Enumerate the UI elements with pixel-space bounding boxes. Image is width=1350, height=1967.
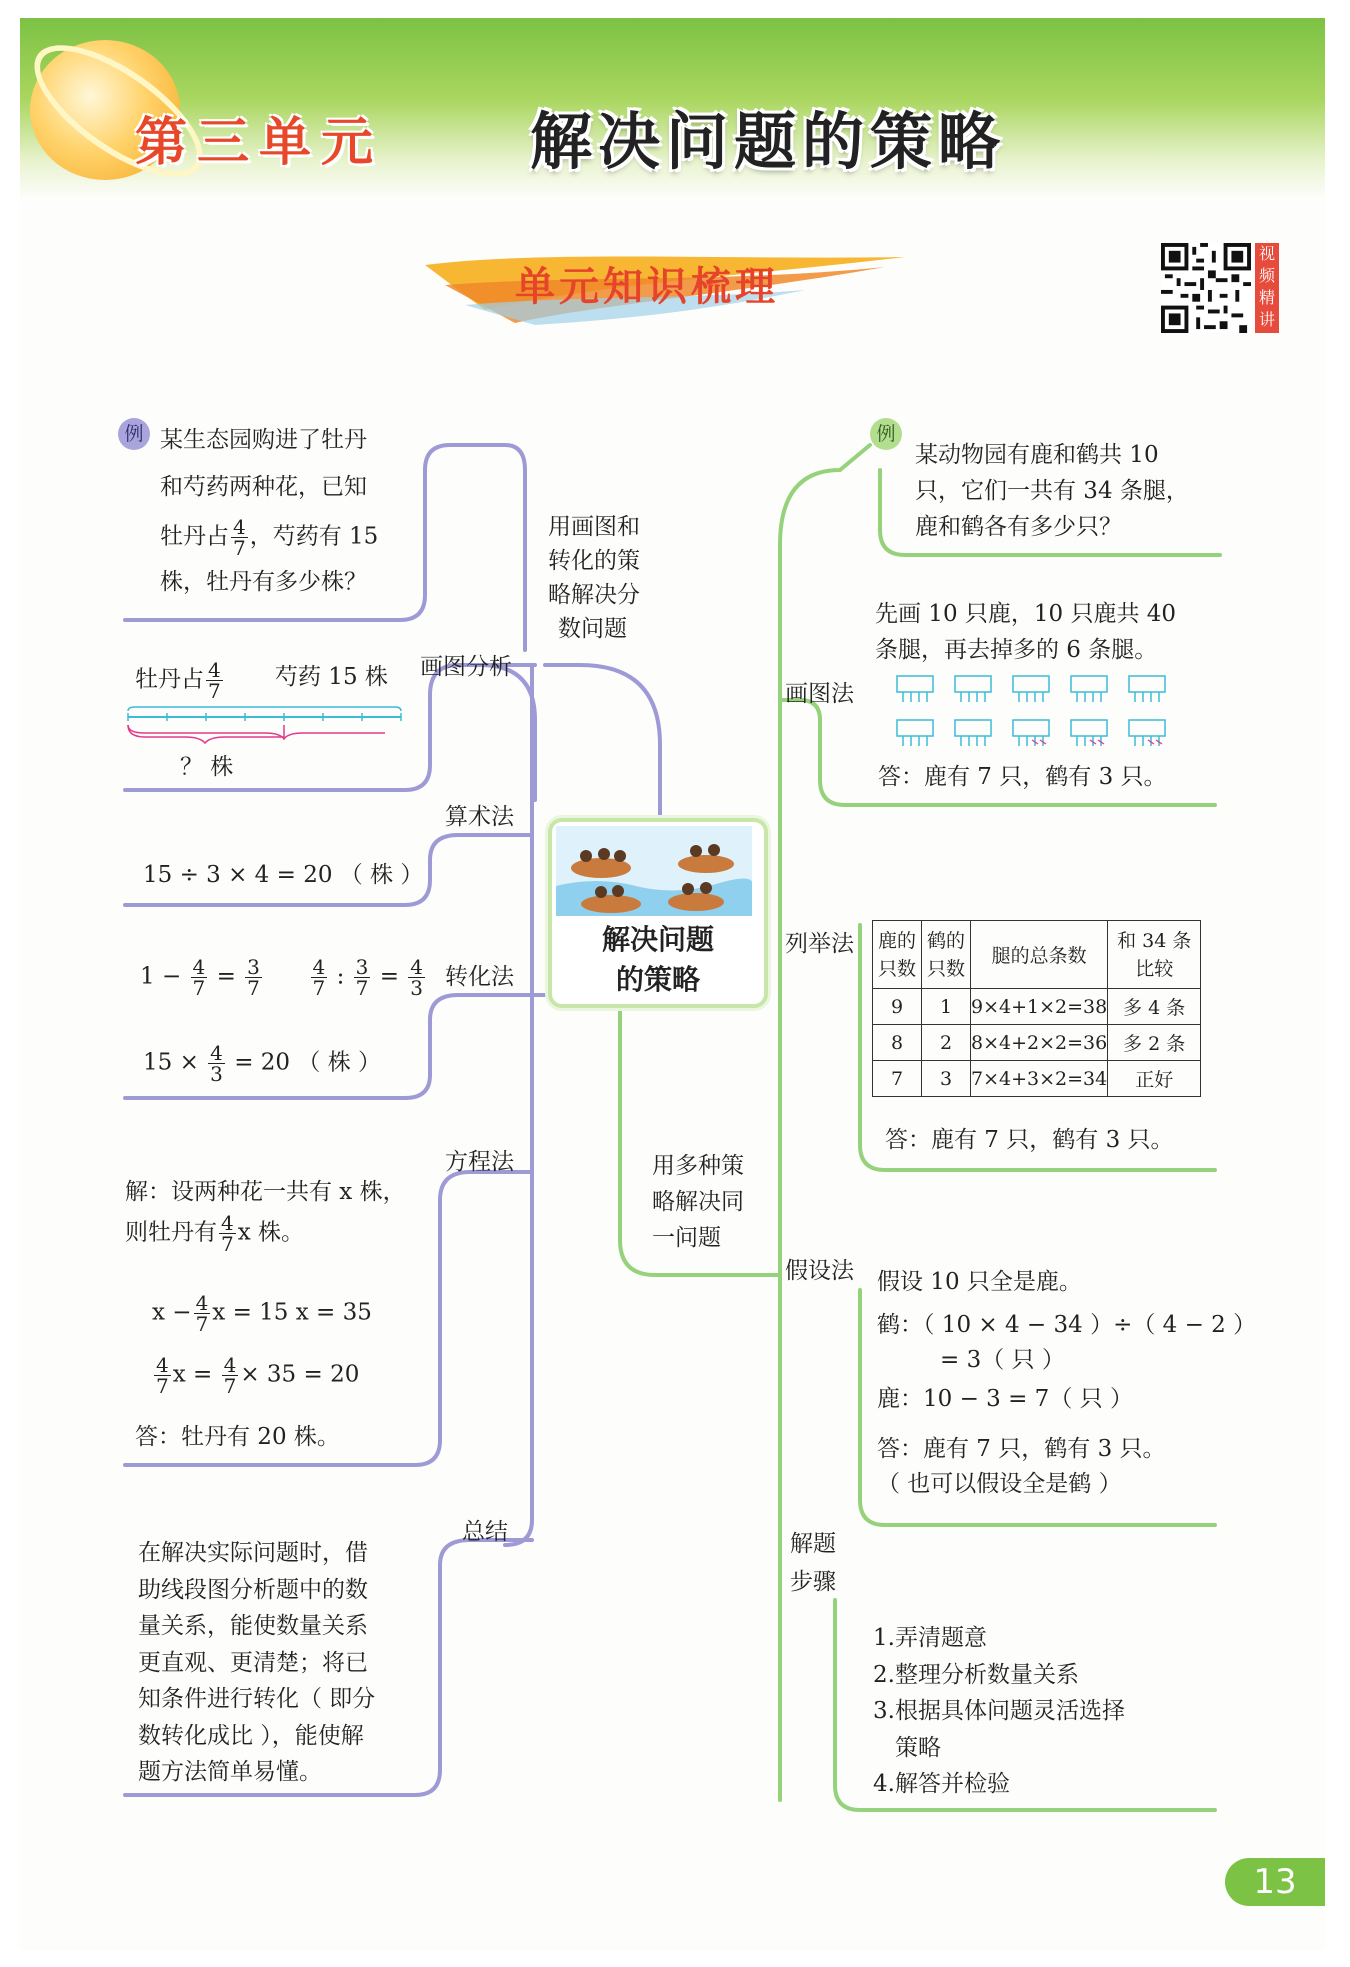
example-badge-right: 例 bbox=[870, 418, 902, 450]
assume-line1: 假设 10 只全是鹿。 bbox=[877, 1269, 1082, 1295]
assume-line4: 鹿：10 − 3 = 7（ 只 ） bbox=[877, 1386, 1133, 1412]
table-cell: 7 bbox=[873, 1061, 922, 1097]
steps-list bbox=[873, 1620, 1125, 1803]
equation-label: 方程法 bbox=[445, 1149, 514, 1175]
equation-line2: 则牡丹有 $\frac{4}{7}$ x 株。 bbox=[125, 1211, 305, 1256]
segment-diagram bbox=[125, 705, 405, 745]
table-cell: 3 bbox=[922, 1061, 971, 1097]
banner-title: 单元知识梳理 bbox=[515, 264, 779, 310]
left-strategy-label: 用画图和 转化的策 略解决分 数问题 bbox=[548, 514, 640, 642]
table-cell: 7×4+3×2=34 bbox=[971, 1061, 1108, 1097]
table-header: 鹿的 只数 bbox=[873, 921, 922, 989]
left-example-line2: 和芍药两种花，已知 bbox=[160, 474, 367, 500]
assume-line5: 答：鹿有 7 只，鹤有 3 只。 bbox=[877, 1436, 1166, 1462]
arith-label: 算术法 bbox=[445, 804, 514, 830]
table-header: 腿的总条数 bbox=[971, 921, 1108, 989]
enumerate-label: 列举法 bbox=[785, 931, 854, 957]
unit-title: 第三单元 bbox=[135, 113, 384, 173]
table-cell: 正好 bbox=[1108, 1061, 1201, 1097]
list-item: 1.弄清题意 bbox=[873, 1625, 987, 1651]
summary-text: 在解决实际问题时，借 助线段图分析题中的数 量关系，能使数量关系 更直观、更清楚；将已 知条件进行转化（ 即分 数转化成比 ），能使解 题方法简单易懂。 bbox=[138, 1540, 376, 1785]
summary-label: 总结 bbox=[462, 1519, 508, 1545]
table-cell: 9 bbox=[873, 989, 922, 1025]
right-strategy-label: 用多种策 略解决同 一问题 bbox=[652, 1153, 744, 1251]
draw-method-label: 画图法 bbox=[785, 681, 854, 707]
transform-label: 转化法 bbox=[445, 964, 514, 990]
example-badge-left: 例 bbox=[118, 418, 150, 450]
table-cell: 9×4+1×2=38 bbox=[971, 989, 1108, 1025]
boats-illustration bbox=[556, 826, 752, 916]
page-number: 13 bbox=[1225, 1858, 1325, 1906]
arith-formula: 15 ÷ 3 × 4 = 20 （ 株 ） bbox=[143, 862, 424, 888]
list-item: 4.解答并检验 bbox=[873, 1771, 1010, 1797]
assume-line6: （ 也可以假设全是鹤 ） bbox=[877, 1471, 1122, 1497]
list-item: 2.整理分析数量关系 bbox=[873, 1661, 1079, 1688]
right-example-text: 某动物园有鹿和鹤共 10 只，它们一共有 34 条腿， 鹿和鹤各有多少只？ bbox=[915, 442, 1189, 540]
equation-line4: $\frac{4}{7}$ x = $\frac{4}{7}$ × 35 = 20 bbox=[156, 1353, 360, 1398]
left-example-line1: 某生态园购进了牡丹 bbox=[160, 427, 367, 453]
draw-analysis-label: 画图分析 bbox=[420, 654, 512, 680]
list-item: 策略 bbox=[895, 1734, 941, 1761]
equation-line1: 解：设两种花一共有 x 株， bbox=[125, 1179, 406, 1205]
draw-method-text: 先画 10 只鹿，10 只鹿共 40 条腿，再去掉多的 6 条腿。 bbox=[875, 601, 1177, 663]
equation-answer: 答：牡丹有 20 株。 bbox=[135, 1424, 340, 1450]
table-cell: 多 2 条 bbox=[1108, 1025, 1201, 1061]
question-label: ？ 株 bbox=[180, 754, 234, 780]
assume-line3: = 3（ 只 ） bbox=[940, 1347, 1065, 1373]
transform-line2: 15 × $\frac{4}{3}$ = 20 （ 株 ） bbox=[143, 1041, 382, 1086]
assume-line2: 鹤：（ 10 × 4 − 34 ）÷（ 4 − 2 ） bbox=[877, 1312, 1257, 1338]
chapter-title: 解决问题的策略 bbox=[530, 105, 1007, 178]
left-example-line3: 牡丹占 $\frac{4}{7}$ ，芍药有 15 bbox=[160, 515, 379, 560]
enumerate-answer: 答：鹿有 7 只，鹤有 3 只。 bbox=[885, 1127, 1174, 1153]
center-title: 解决问题 的策略 bbox=[601, 923, 714, 996]
qr-video-tag: 视频精讲 bbox=[1255, 243, 1279, 333]
enumerate-table bbox=[872, 920, 1201, 1097]
equation-line3: x − $\frac{4}{7}$ x = 15 x = 35 bbox=[152, 1291, 372, 1336]
table-cell: 8 bbox=[873, 1025, 922, 1061]
table-header: 和 34 条 比较 bbox=[1108, 921, 1201, 989]
draw-method-answer: 答：鹿有 7 只，鹤有 3 只。 bbox=[878, 764, 1167, 790]
list-item: 3.根据具体问题灵活选择 bbox=[873, 1698, 1125, 1724]
left-example-line4: 株，牡丹有多少株？ bbox=[160, 569, 367, 595]
transform-line1: 1 − $\frac{4}{7}$ = $\frac{3}{7}$ $\frac{4}{7}$ : $\frac{3}{7}$ = $\frac{4}{3}$ bbox=[140, 955, 424, 1000]
steps-label: 解题 步骤 bbox=[790, 1531, 836, 1595]
table-cell: 8×4+2×2=36 bbox=[971, 1025, 1108, 1061]
peony-fraction-label: 牡丹占 $\frac{4}{7}$ bbox=[135, 658, 221, 703]
table-cell: 2 bbox=[922, 1025, 971, 1061]
table-header: 鹤的 只数 bbox=[922, 921, 971, 989]
table-cell: 1 bbox=[922, 989, 971, 1025]
table-cell: 多 4 条 bbox=[1108, 989, 1201, 1025]
animal-legs-diagram bbox=[895, 672, 1175, 752]
herbaceous-peony-label: 芍药 15 株 bbox=[275, 664, 388, 690]
assume-label: 假设法 bbox=[785, 1258, 854, 1284]
